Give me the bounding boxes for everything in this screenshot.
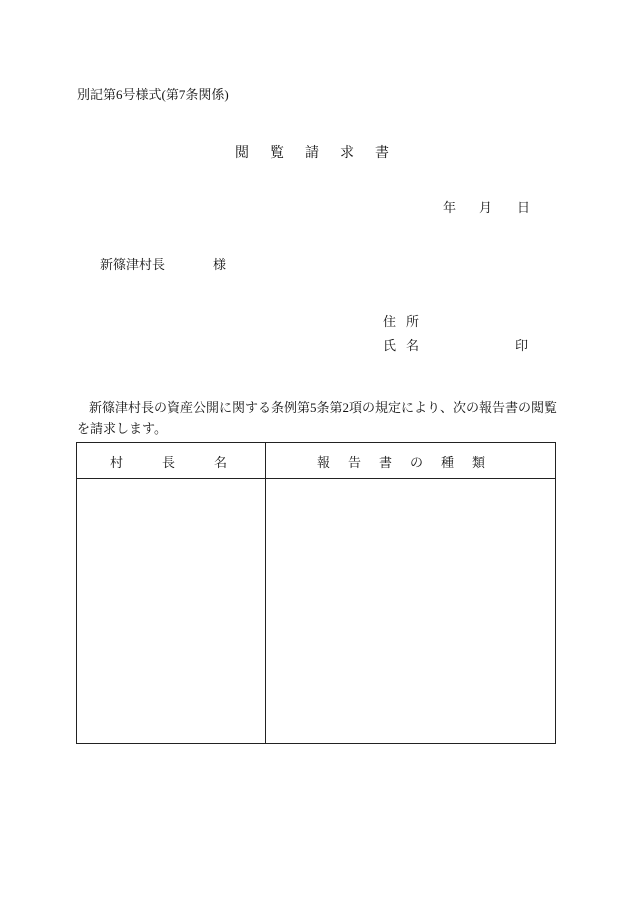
date-line (443, 197, 530, 216)
seal-mark: 印 (514, 338, 528, 353)
addressee-name: 新篠津村長 (100, 257, 166, 272)
date-month-label: 月 (479, 200, 493, 215)
date-year-label: 年 (443, 200, 457, 215)
applicant-address-label: 住所 (383, 314, 430, 329)
date-day-label: 日 (517, 200, 531, 215)
report-table (76, 442, 556, 744)
applicant-name-line (383, 335, 528, 354)
column-divider (265, 443, 266, 743)
applicant-name-label: 氏名 (383, 338, 430, 353)
header-report-type: 報告書の種類 (317, 455, 504, 470)
addressee (100, 254, 226, 273)
document-title: 閲覧請求書 (235, 146, 410, 161)
request-statement: 新篠津村長の資産公開に関する条例第5条第2項の規定により、次の報告書の閲覧を請求します。 (77, 400, 558, 436)
header-mayor-name: 村長名 (110, 455, 267, 470)
addressee-honorific: 様 (213, 257, 227, 272)
form-number: 別記第6号様式(第7条関係) (77, 87, 229, 102)
